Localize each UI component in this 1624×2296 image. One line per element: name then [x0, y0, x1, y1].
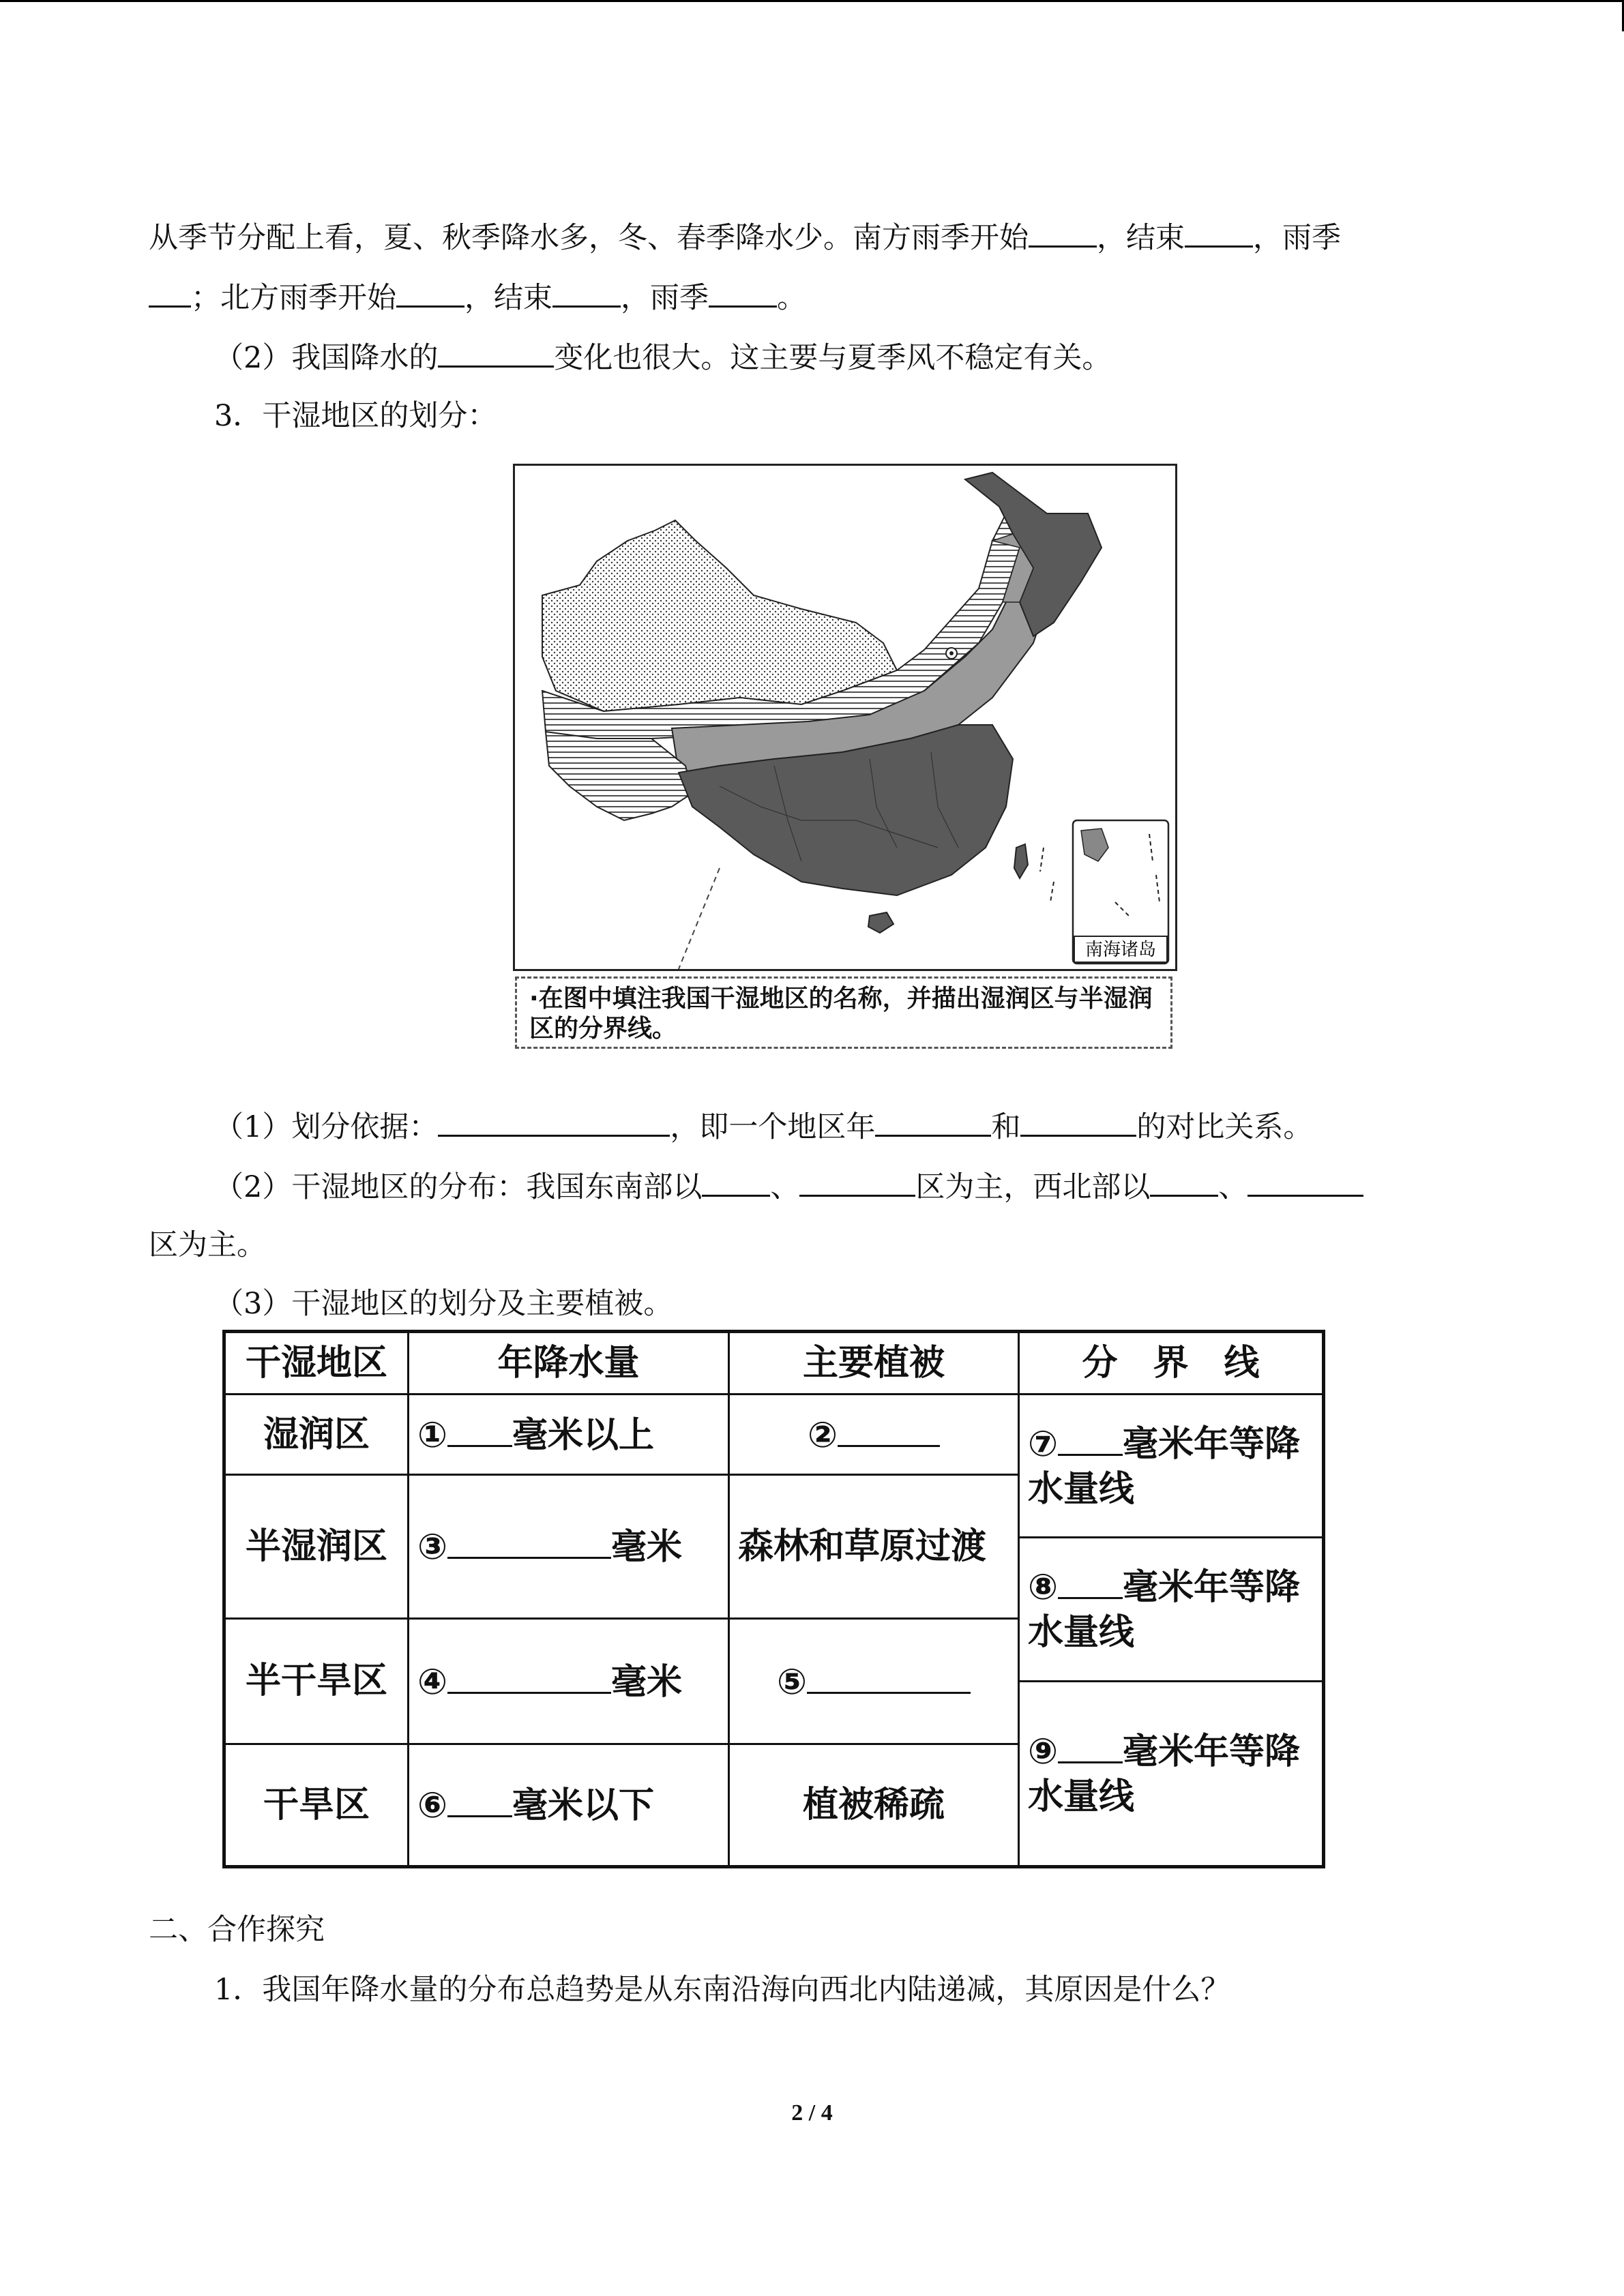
cell-region: 湿润区 — [224, 1395, 409, 1475]
blank-north-end[interactable] — [552, 275, 621, 308]
cell-region: 半干旱区 — [224, 1618, 409, 1744]
blank-rainfall-1[interactable] — [447, 1411, 512, 1447]
text-seg: （2）我国降水的 — [214, 341, 439, 375]
text-seg: 和 — [991, 1110, 1021, 1144]
dry-wet-table — [222, 1330, 1322, 1868]
taiwan — [1014, 844, 1028, 878]
cell-rainfall — [409, 1744, 729, 1866]
cell-rainfall — [409, 1475, 729, 1618]
blank-basis[interactable] — [438, 1105, 670, 1137]
text-seg: 的对比关系。 — [1136, 1110, 1313, 1144]
map-note — [515, 976, 1172, 1049]
circled-number: ⑤ — [776, 1661, 808, 1703]
blank-se-1[interactable] — [702, 1165, 770, 1197]
text-seg: 。 — [777, 281, 806, 315]
paragraph-table-intro: （3）干湿地区的划分及主要植被。 — [214, 1287, 673, 1321]
cell-region: 干旱区 — [224, 1744, 409, 1866]
blank-rainfall-6[interactable] — [447, 1781, 512, 1817]
blank-rainfall-3[interactable] — [447, 1523, 611, 1559]
circled-number: ⑥ — [417, 1785, 448, 1827]
table-grid — [222, 1330, 1325, 1868]
blank-south-start[interactable] — [1029, 215, 1097, 248]
paragraph-variation — [214, 336, 1111, 378]
text-seg: （1）划分依据： — [214, 1110, 439, 1144]
circled-number: ② — [807, 1415, 838, 1457]
table-row — [224, 1395, 1324, 1475]
cell-vegetation: 森林和草原过渡 — [729, 1475, 1019, 1618]
text-seg: 区为主，西北部以 — [915, 1170, 1151, 1204]
blank-vegetation-2[interactable] — [838, 1411, 940, 1447]
rain-unit: 毫米 — [611, 1527, 683, 1568]
page-number: 2 / 4 — [791, 2100, 833, 2126]
text-seg: （2）干湿地区的分布：我国东南部以 — [214, 1170, 703, 1204]
boundary-text: 毫米年等降水量线 — [1028, 1424, 1301, 1510]
china-map — [513, 464, 1177, 971]
circled-number: ④ — [417, 1661, 448, 1703]
text-seg: 变化也很大。这主要与夏季风不稳定有关。 — [554, 341, 1112, 375]
cell-boundary — [1019, 1681, 1324, 1866]
circled-number: ⑨ — [1028, 1731, 1059, 1773]
header-region: 干湿地区 — [224, 1332, 409, 1395]
note-text: ·在图中填注我国干湿地区的名称，并描出湿润区与半湿润区的分界线。 — [529, 985, 1153, 1043]
text-seg: 、 — [1218, 1170, 1248, 1204]
arid-region — [542, 520, 897, 711]
circled-number: ① — [417, 1415, 448, 1457]
circled-number: ⑦ — [1028, 1424, 1059, 1465]
east-dashes — [1040, 848, 1054, 902]
capital-dot — [949, 651, 954, 655]
blank-se-2[interactable] — [799, 1165, 915, 1197]
blank-nw-2[interactable] — [1247, 1165, 1363, 1197]
cell-vegetation: 植被稀疏 — [729, 1744, 1019, 1866]
blank-south-duration[interactable] — [149, 275, 191, 308]
inset-label: 南海诸岛 — [1084, 940, 1157, 960]
blank-boundary-7[interactable] — [1058, 1420, 1123, 1456]
blank-north-duration[interactable] — [709, 275, 777, 308]
blank-rainfall-4[interactable] — [447, 1658, 611, 1694]
header-vegetation: 主要植被 — [729, 1332, 1019, 1395]
tibet-region — [546, 732, 692, 820]
section-heading: 二、合作探究 — [149, 1913, 325, 1947]
text-seg: ，结束 — [1097, 221, 1185, 255]
blank-vegetation-5[interactable] — [807, 1658, 971, 1694]
paragraph-distribution — [214, 1165, 1363, 1208]
blank-south-end[interactable] — [1185, 215, 1253, 248]
blank-nw-1[interactable] — [1150, 1165, 1218, 1197]
leader-line — [679, 868, 720, 969]
cell-rainfall — [409, 1395, 729, 1475]
text-seg: ，雨季 — [621, 281, 709, 315]
text-seg: 从季节分配上看，夏、秋季降水多，冬、春季降水少。南方雨季开始 — [149, 221, 1029, 255]
heading-dry-wet: 3．干湿地区的划分： — [214, 399, 497, 433]
rain-unit: 毫米 — [611, 1661, 683, 1703]
cell-vegetation — [729, 1618, 1019, 1744]
circled-number: ③ — [417, 1527, 448, 1568]
cell-region: 半湿润区 — [224, 1475, 409, 1618]
blank-evap[interactable] — [1020, 1105, 1136, 1137]
map-drawing — [515, 466, 1175, 969]
paragraph-basis — [214, 1105, 1312, 1148]
text-seg: ，雨季 — [1253, 221, 1341, 255]
header-rainfall: 年降水量 — [409, 1332, 729, 1395]
text-seg: ；北方雨季开始 — [191, 281, 396, 315]
text-seg: 、 — [770, 1170, 800, 1204]
boundary-text: 毫米年等降水量线 — [1028, 1731, 1301, 1818]
paragraph-north — [149, 275, 806, 318]
circled-number: ⑧ — [1028, 1567, 1059, 1609]
rain-unit: 毫米以上 — [512, 1415, 655, 1457]
cell-rainfall — [409, 1618, 729, 1744]
top-border — [0, 0, 1624, 2]
table-header-row — [224, 1332, 1324, 1395]
cell-boundary — [1019, 1538, 1324, 1681]
text-seg: ，即一个地区年 — [670, 1110, 876, 1144]
rain-unit: 毫米以下 — [512, 1785, 655, 1827]
header-boundary: 分 界 线 — [1019, 1332, 1324, 1395]
hainan — [868, 912, 894, 933]
blank-variation[interactable] — [438, 336, 554, 368]
question-1: 1．我国年降水量的分布总趋势是从东南沿海向西北内陆递减，其原因是什么？ — [214, 1973, 1230, 2007]
blank-boundary-8[interactable] — [1058, 1563, 1123, 1599]
blank-precip[interactable] — [875, 1105, 991, 1137]
blank-north-start[interactable] — [396, 275, 464, 308]
paragraph-seasonal — [149, 215, 1341, 258]
paragraph-distribution-end: 区为主。 — [149, 1228, 266, 1262]
boundary-text: 毫米年等降水量线 — [1028, 1567, 1301, 1654]
cell-boundary — [1019, 1395, 1324, 1538]
blank-boundary-9[interactable] — [1058, 1727, 1123, 1763]
text-seg: ，结束 — [464, 281, 552, 315]
cell-vegetation — [729, 1395, 1019, 1475]
